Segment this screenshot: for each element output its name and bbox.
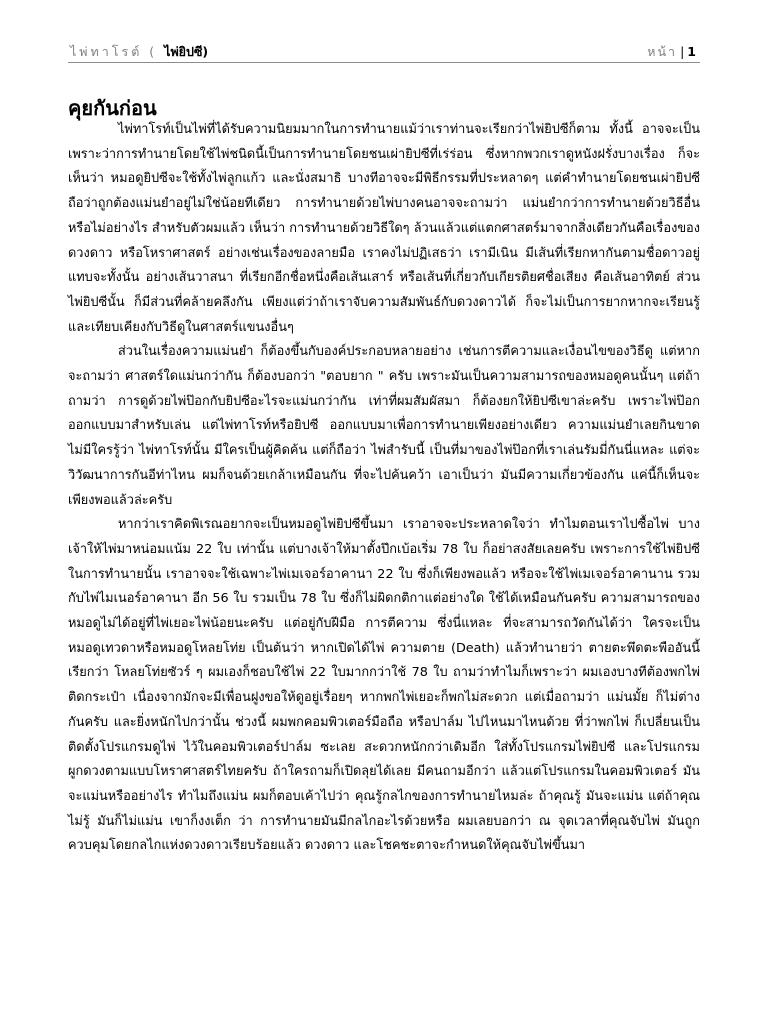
header-title <box>70 42 208 62</box>
paragraph: ไพ่ทาโรท์เป็นไพ่ที่ได้รับความนิยมมากในการทำนายแม้ว่าเราท่านจะเรียกว่าไพ่ยิปซีก็ตาม ทั้งนี้ อาจจะเป็นเพราะว่าการทำนายโดยใช้ไพ่ชนิดนี้เป็นการทำนายโดยชนเผ่ายิปซีที่เร่ร่อน ซึ่งหากพวกเราดูหนังฝรั่งบางเรื่อง ก็จะเห็นว่า หมอดูยิปซีจะใช้ทั้งไพ่ลูกแก้ว และนั่งสมาธิ บางทีอาจจะมีพิธีกรรมที่ประหลาดๆ แต่คำทำนายโดยชนเผ่ายิปซี ถือว่าถูกต้องแม่นยำอยู่ไม่ใช่น้อยทีเดียว การทำนายด้วยไพ่บางคนอาจจะถามว่า แม่นยำกว่าการทำนายด้วยวิธีอื่นหรือไม่อย่างไร สำหรับตัวผมแล้ว เห็นว่า การทำนายด้วยวิธีใดๆ ล้วนแล้วแต่แตกศาสตร์มาจากสิ่งเดียวกันคือเรื่องของดวงดาว หรือโหราศาสตร์ อย่างเช่นเรื่องของลายมือ เราคงไม่ปฏิเสธว่า เรามีเนิน มีเส้นที่เรียกหากันตามชื่อดาวอยู่แทบจะทั้งนั้น อย่างเส้นวาสนา ที่เรียกอีกชื่อหนึ่งคือเส้นเสาร์ หรือเส้นที่เกี่ยวกับเกียรติยศชื่อเสียง คือเส้นอาทิตย์ ส่วนไพ่ยิปซีนั้น ก็มีส่วนที่คล้ายคลึงกัน เพียงแต่ว่าถ้าเราจับความสัมพันธ์กับดวงดาวได้ ก็จะไม่เป็นการยากหากจะเรียนรู้และเทียบเคียงกับวิธีดูในศาสตร์แขนงอื่นๆ <box>68 122 700 335</box>
header-title-bold: ไพ่ยิปซี) <box>164 44 209 59</box>
section-heading: คุยกันก่อน <box>68 96 157 120</box>
page-separator: | <box>680 44 685 59</box>
header-title-prefix: ไพ่ทาโรต์ ( <box>70 44 165 59</box>
page-number: 1 <box>687 44 696 59</box>
body-text <box>68 118 700 859</box>
page-label: หน้า <box>647 44 678 59</box>
paragraph: ส่วนในเรื่องความแม่นยำ ก็ต้องขึ้นกับองค์ประกอบหลายอย่าง เช่นการตีความและเงื่อนไขของวิธีดู แต่หากจะถามว่า ศาสตร์ใดแม่นกว่ากัน ก็ต้องบอกว่า "ตอบยาก " ครับ เพราะมันเป็นความสามารถของหมอดูคนนั้นๆ แต่ถ้าถามว่า การดูด้วยไพ่ป๊อกกับยิปซีอะไรจะแม่นกว่ากัน เท่าที่ผมสัมผัสมา ก็ต้องยกให้ยิปซีเขาล่ะครับ เพราะไพ่ป๊อกออกแบบมาสำหรับเล่น แต่ไพ่ทาโรท์หรือยิปซี ออกแบบมาเพื่อการทำนายเพียงอย่างเดียว ความแม่นยำเลยกินขาด ไม่มีใครรู้ว่า ไพ่ทาโรท์นั้น มีใครเป็นผู้คิดค้น แต่ก็ถือว่า ไพ่สำรับนี้ เป็นที่มาของไพ่ป๊อกที่เราเล่นรัมมี่กันนี่แหละ แต่จะวิวัฒนาการกันอีท่าไหน ผมก็จนด้วยเกล้าเหมือนกัน ที่จะไปค้นคว้า เอาเป็นว่า มันมีความเกี่ยวข้องกัน แค่นี้ก็เห็นจะเพียงพอแล้วล่ะครับ <box>68 344 700 508</box>
header-page-number <box>647 42 696 62</box>
page-header <box>68 40 700 63</box>
paragraph: หากว่าเราคิดพิเรณอยากจะเป็นหมอดูไพ่ยิปซีขึ้นมา เราอาจจะประหลาดใจว่า ทำไมตอนเราไปซื้อไพ่ บางเจ้าให้ไพ่มาหน่อมแน้ม 22 ใบ เท่านั้น แต่บางเจ้าให้มาตั้งปึกเบ้อเริ่ม 78 ใบ ก็อย่าสงสัยเลยครับ เพราะการใช้ไพ่ยิปซีในการทำนายนั้น เราอาจจะใช้เฉพาะไพ่เมเจอร์อาคานา 22 ใบ ซึ่งก็เพียงพอแล้ว หรือจะใช้ไพ่เมเจอร์อาคานาน รวมกับไพ่ไมเนอร์อาคานา อีก 56 ใบ รวมเป็น 78 ใบ ซึ่งก็ไม่ผิดกติกาแต่อย่างใด ใช้ได้เหมือนกันครับ ความสามารถของหมอดูไม่ได้อยู่ที่ไพ่เยอะไพ่น้อยนะครับ แต่อยู่กับฝีมือ การตีความ ซึ่งนี่แหละ ที่จะสามารถวัดกันได้ว่า ใครจะเป็นหมอดูเทวดาหรือหมอดูโหลยโท่ย เป็นต้นว่า หากเปิดได้ไพ่ ความตาย (Death) แล้วทำนายว่า ตายตะพึดตะพืออันนี้เรียกว่า โหลยโท่ยซัวร์ ๆ ผมเองก็ชอบใช้ไพ่ 22 ใบมากกว่าใช้ 78 ใบ ถามว่าทำไมก็เพราะว่า ผมเองบางทีต้องพกไพ่ติดกระเป๋า เนื่องจากมักจะมีเพื่อนฝูงขอให้ดูอยู่เรื่อยๆ หากพกไพ่เยอะก็พกไม่สะดวก แต่เมื่อถามว่า แม่นมั้ย ก็ไม่ต่างกันครับ และยิ่งหนักไปกว่านั้น ช่วงนี้ ผมพกคอมพิวเตอร์มือถือ หรือปาล์ม ไปไหนมาไหนด้วย ที่ว่าพกไพ่ ก็เปลี่ยนเป็น ติดตั้งโปรแกรมดูไพ่ ไว้ในคอมพิวเตอร์ปาล์ม ซะเลย สะดวกหนักกว่าเดิมอีก ใส่ทั้งโปรแกรมไพ่ยิปซี และโปรแกรมผูกดวงตามแบบโหราศาสตร์ไทยครับ ถ้าใครถามก็เปิดลุยได้เลย มีคนถามอีกว่า แล้วแต่โปรแกรมในคอมพิวเตอร์ มันจะแม่นหรืออย่างไร ทำไมถึงแม่น ผมก็ตอบเค้าไปว่า คุณรู้กลไกของการทำนายไหมล่ะ ถ้าคุณรู้ มันจะแม่น แต่ถ้าคุณไม่รู้ มันก็ไม่แม่น เขาก็งงเต็ก ว่า การทำนายมันมีกลไกอะไรด้วยหรือ ผมเลยบอกว่า ณ จุดเวลาที่คุณจับไพ่ มันถูกควบคุมโดยกลไกแห่งดวงดาวเรียบร้อยแล้ว ดวงดาว และโชคชะตาจะกำหนดให้คุณจับไพ่ขึ้นมา <box>68 517 700 854</box>
